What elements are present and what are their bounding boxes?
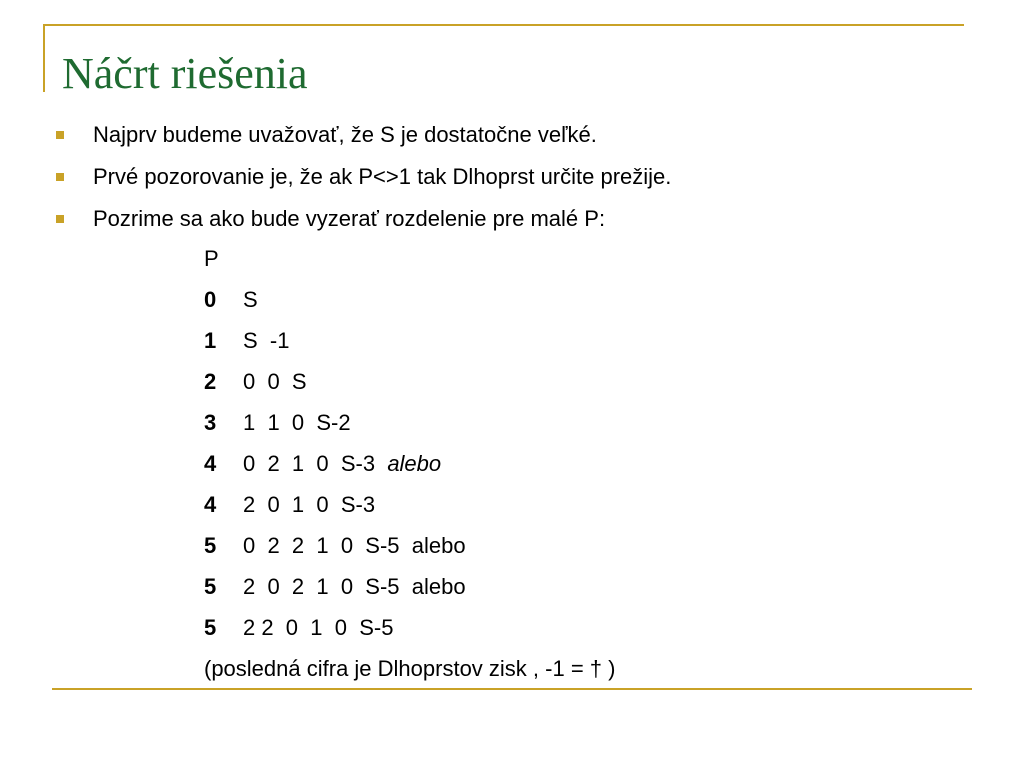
- row-index: 5: [204, 615, 217, 640]
- row-values: 2 0 1 0 S-3: [243, 492, 376, 517]
- bullet-text: Najprv budeme uvažovať, že S je dostatočne veľké.: [93, 122, 597, 147]
- row-values: S -1: [243, 328, 290, 353]
- square-bullet-icon: [56, 215, 64, 223]
- row-index: 0: [204, 287, 217, 312]
- row-alternative-label: alebo: [411, 574, 466, 599]
- table-row: [204, 443, 466, 484]
- row-index: 5: [204, 574, 217, 599]
- row-values: 1 1 0 S-2: [243, 410, 351, 435]
- square-bullet-icon: [56, 131, 64, 139]
- table-row: [204, 402, 466, 443]
- row-values: 0 2 2 1 0 S-5: [243, 533, 412, 558]
- row-index: 4: [204, 492, 217, 517]
- row-index: 5: [204, 533, 217, 558]
- table-row: [204, 484, 466, 525]
- row-values: 0 2 1 0 S-3: [243, 451, 388, 476]
- bullet-text: Pozrime sa ako bude vyzerať rozdelenie pre malé P:: [93, 206, 606, 231]
- row-index: 2: [204, 369, 217, 394]
- table-header-label: P: [204, 246, 219, 271]
- table-row: [204, 320, 466, 361]
- row-values: 0 0 S: [243, 369, 307, 394]
- table-row: [204, 279, 466, 320]
- table-row: [204, 525, 466, 566]
- table-row: [204, 361, 466, 402]
- row-index: 4: [204, 451, 217, 476]
- row-values: 2 2 0 1 0 S-5: [243, 615, 394, 640]
- row-index: 1: [204, 328, 217, 353]
- row-alternative-label: alebo: [411, 533, 466, 558]
- table-header: [204, 238, 466, 279]
- distribution-table: [204, 238, 466, 648]
- slide-title: Náčrt riešenia: [62, 49, 308, 98]
- row-values: 2 0 2 1 0 S-5: [243, 574, 412, 599]
- frame-left-rule: [43, 24, 45, 92]
- bullet-text: Prvé pozorovanie je, že ak P<>1 tak Dlhoprst určite prežije.: [93, 164, 672, 189]
- frame-top-rule: [43, 24, 964, 26]
- row-values: S: [243, 287, 258, 312]
- table-note: (posledná cifra je Dlhoprstov zisk , -1 = † ): [204, 656, 616, 681]
- row-alternative-label: alebo: [387, 451, 442, 476]
- square-bullet-icon: [56, 173, 64, 181]
- table-row: [204, 607, 466, 648]
- frame-bottom-rule: [52, 688, 972, 690]
- table-row: [204, 566, 466, 607]
- row-index: 3: [204, 410, 217, 435]
